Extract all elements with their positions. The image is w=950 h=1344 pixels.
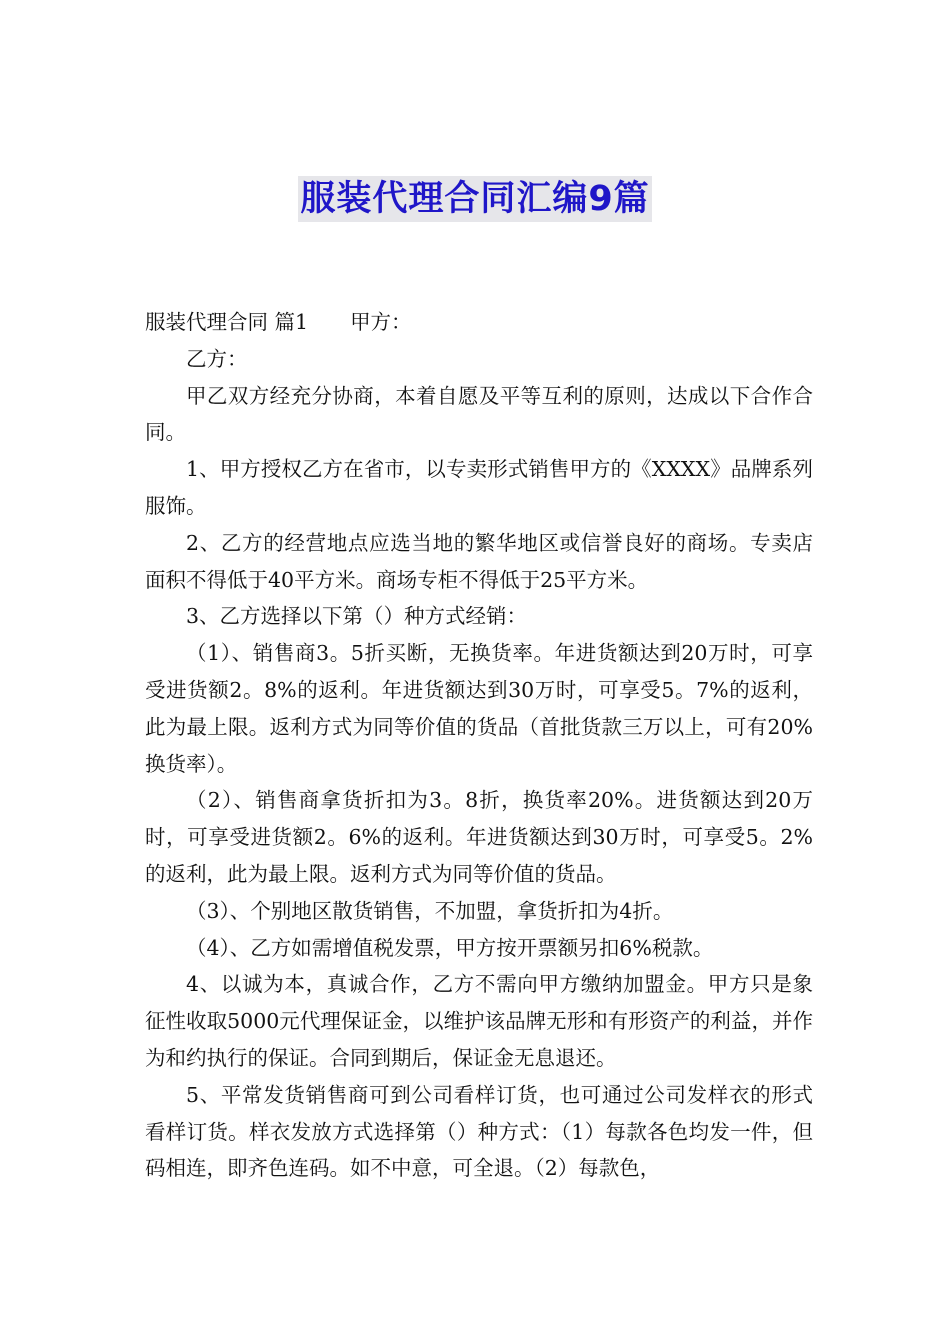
paragraph: 乙方： [186,346,248,371]
party-a-label: 甲方： [350,310,412,334]
paragraph: 2、乙方的经营地点应选当地的繁华地区或信誉良好的商场。专卖店面积不得低于40平方米。商场专柜不得低于25平方米。 [145,530,813,592]
paragraph: 3、乙方选择以下第（）种方式经销： [186,604,528,629]
paragraph: 1、甲方授权乙方在省市，以专卖形式销售甲方的《XXXX》品牌系列服饰。 [145,457,813,518]
paragraph: 4、以诚为本，真诚合作，乙方不需向甲方缴纳加盟金。甲方只是象征性收取5000元代理保证金，以维护该品牌无形和有形资产的利益，并作为和约执行的保证。合同到期后，保证金无息退还。 [145,972,813,1070]
paragraph: （2）、销售商拿货折扣为3。8折，换货率20%。进货额达到20万时，可享受进货额2。6%的返利。年进货额达到30万时，可享受5。2%的返利，此为最上限。返利方式为同等价值的货品。 [145,788,813,886]
section-heading: 服装代理合同 篇1 [145,310,309,334]
paragraph: 5、平常发货销售商可到公司看样订货，也可通过公司发样衣的形式看样订货。样衣发放方式选择第（）种方式：（1）每款各色均发一件，但码相连，即齐色连码。如不中意，可全退。（2）每款色， [145,1082,813,1181]
paragraph: （3）、个别地区散货销售，不加盟，拿货折扣为4折。 [186,898,674,923]
paragraph: （4）、乙方如需增值税发票，甲方按开票额另扣6%税款。 [186,935,714,960]
title-container [0,176,950,222]
document-title: 服装代理合同汇编9篇 [298,176,651,222]
paragraph: 甲乙双方经充分协商，本着自愿及平等互利的原则，达成以下合作合同。 [145,383,813,445]
section-heading-line [145,304,813,341]
paragraph: （1）、销售商3。5折买断，无换货率。年进货额达到20万时，可享受进货额2。8%的返利。年进货额达到30万时，可享受5。7%的返利，此为最上限。返利方式为同等价值的货品（首批货款三万以上，可有20%换货率）。 [145,641,813,776]
document-body [145,304,813,1187]
